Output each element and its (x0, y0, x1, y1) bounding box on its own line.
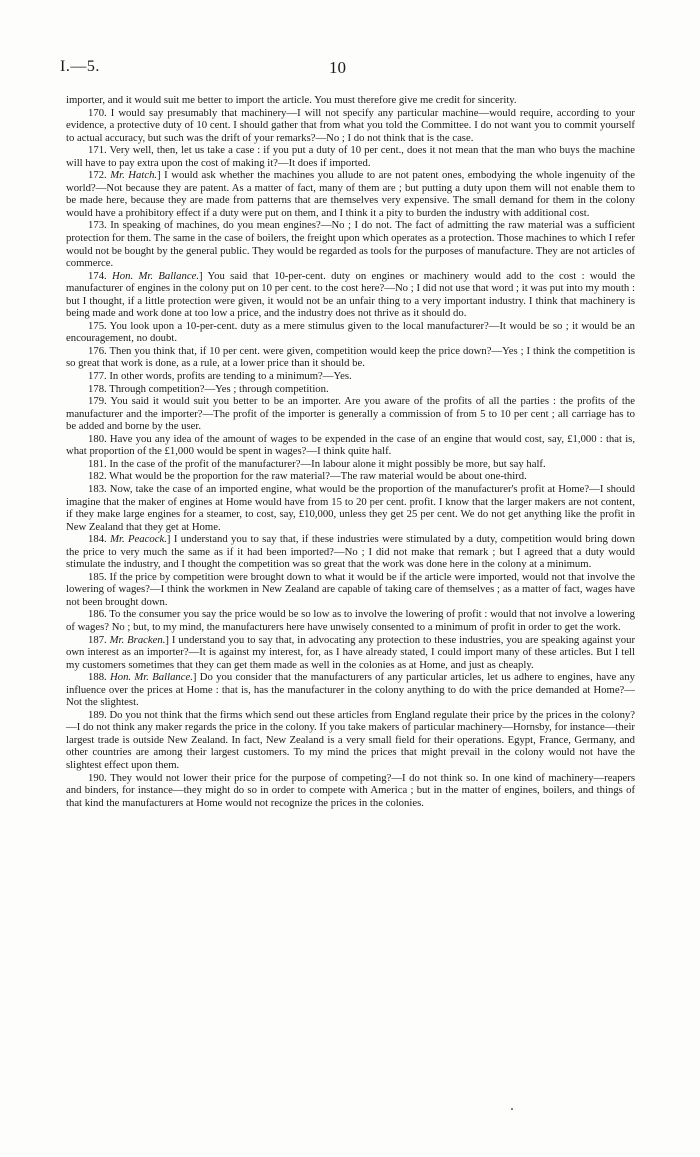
paragraph-text: ] Do you consider that the manufacturers of any particular articles, let us adhere to engines, have any influence over the prices at Home : that is, has the manufacturer in the colony anything to do with the price demanded at Home?—Not the slightest. (66, 671, 635, 709)
paragraph-text: 186. To the consumer you say the price would be so low as to involve the lowering of profit : would that not involve a lowering of wages? No ; but, to my mind, the manufacturers here have unwisely consented to a minimum of profit in order to get the work. (66, 608, 635, 633)
paragraph-text: 179. You said it would suit you better to be an importer. Are you aware of the profits of all the parties : the profits of the manufacturer and the importer?—The profit of the importer is generally a commission of from 5 to 10 per cent ; all carriage has to be added and borne by the user. (66, 395, 635, 433)
section-reference: I.—5. (60, 58, 100, 75)
paragraph (66, 483, 635, 533)
page-speck (511, 1108, 513, 1110)
paragraph (66, 144, 635, 169)
paragraph (66, 470, 635, 483)
paragraph (66, 169, 635, 219)
paragraph-text: 171. Very well, then, let us take a case : if you put a duty of 10 per cent., does it not mean that the man who buys the machine will have to pay extra upon the cost of making it?—It does if imported. (66, 144, 635, 169)
paragraph-text: 173. In speaking of machines, do you mean engines?—No ; I do not. The fact of admitting the raw material was a sufficient protection for them. The same in the case of boilers, the freight upon which operates as a protection. Those machines to which I refer would not be bought by the general public. They would be regarded as tools for the purposes of manufacture. They are not articles of commerce. (66, 219, 635, 270)
paragraph-text: importer, and it would suit me better to import the article. You must therefore give me credit for sincerity. (66, 94, 517, 106)
paragraph-text: 180. Have you any idea of the amount of wages to be expended in the case of an engine that would cost, say, £1,000 : that is, what proportion of the £1,000 would be spent in wages?—I think quite half. (66, 432, 635, 458)
paragraph-text: 182. What would be the proportion for the raw material?—The raw material would be about one-third. (88, 470, 527, 483)
paragraph-text: 188. (88, 671, 111, 684)
paragraph-text: 187. (88, 633, 110, 646)
paragraph-text: 176. Then you think that, if 10 per cent. were given, competition would keep the price down?—Yes ; I think the competition is so great that work is done, as a rule, at a lower price than it should be. (66, 344, 635, 370)
paragraph-text: 183. Now, take the case of an imported engine, what would be the proportion of the manufacturer's profit at Home?—I should imagine that the maker of engines at Home would have from 15 to 20 per cent. profit. I know that the larger makers are not content, if they make large engines for a steamer, to cost, say, £10,000, unless they get 25 per cent. We do not get anything like the profit in New Zealand that they get at Home. (66, 482, 635, 533)
paragraph-text: 177. In other words, profits are tending to a minimum?—Yes. (88, 370, 352, 383)
paragraph-text: 184. (88, 533, 111, 546)
speaker-name: Mr. Bracken. (109, 633, 166, 646)
paragraph (66, 671, 635, 709)
paragraph-text: ] I understand you to say that, in advocating any protection to these industries, you are speaking against your own interest as an importer?—It is against my interest, for, as I have already stated, I could import many of these articles. But I tell my customers sometimes that they can get them made as well in the colonies as at Home, and just as cheaply. (66, 633, 636, 671)
speaker-name: Hon. Mr. Ballance. (112, 269, 200, 282)
paragraph (66, 383, 635, 396)
page-number: 10 (329, 58, 346, 77)
paragraph-text: 185. If the price by competition were brought down to what it would be if the article were imported, would not that involve the lowering of wages?—I think the workmen in New Zealand are capable of taking care of themselves ; as a matter of fact, wages have not been brought down. (66, 570, 635, 608)
paragraph (66, 370, 635, 383)
paragraph-text: 190. They would not lower their price for the purpose of competing?—I do not think so. In one kind of machinery—reapers and binders, for instance—they might do so in order to compete with America ; but in the matter of engines, boilers, and things of that kind the manufacturers at Home would not recognize the prices in the colonies. (66, 771, 635, 809)
paragraph (66, 772, 635, 810)
paragraph (66, 107, 635, 145)
paragraph (66, 608, 635, 633)
paragraph (66, 270, 635, 320)
paragraph-text: ] I understand you to say that, if these industries were stimulated by a duty, competition would bring down the price to very much the same as if it had been imported?—No ; I did not make that remark ; but I agreed that a duty would stimulate the industry, and I thought the competition was so great that the work was done here in the colony at a minimum. (66, 533, 635, 571)
paragraph (66, 709, 635, 772)
paragraph (66, 219, 635, 269)
paragraph-text: 174. (88, 269, 113, 282)
paragraph (66, 94, 635, 107)
paragraph (66, 345, 635, 370)
paragraph (66, 395, 635, 433)
paragraph-text: 178. Through competition?—Yes ; through competition. (88, 382, 329, 395)
speaker-name: Hon. Mr. Ballance. (110, 671, 193, 684)
paragraph-text: 181. In the case of the profit of the manufacturer?—In labour alone it might possibly be more, but say half. (88, 457, 546, 470)
paragraph-text: ] I would ask whether the machines you allude to are not patent ones, embodying the whole ingenuity of the world?—Not because they are patent. As a matter of fact, many of them are ; but putting a duty upon them will not enable them to be made here, because they are made from patterns that are themselves very expensive. The small demand for them in the colony would have a prohibitory effect if a duty were put on them, and I think it a pity to burden the industry with additional cost. (66, 169, 635, 219)
paragraph (66, 458, 635, 471)
speaker-name: Mr. Peacock. (110, 533, 167, 546)
paragraph (66, 571, 635, 609)
speaker-name: Mr. Hatch. (110, 169, 158, 182)
document-body (66, 94, 635, 809)
paragraph (66, 433, 635, 458)
paragraph (66, 634, 635, 672)
paragraph-text: 172. (88, 169, 111, 182)
paragraph (66, 533, 635, 571)
paragraph-text: ] You said that 10-per-cent. duty on engines or machinery would add to the cost : would the manufacturer of engines in the colony put on 10 per cent. to the cost here?—No ; I did not use that word ; it was put into my mouth : but I thought, if a little protection were given, it would not be an unfair thing to a very important industry. I think that machinery is being made and work done at too low a price, and the industry does not thrive as it should do. (66, 269, 635, 320)
paragraph-text: 175. You look upon a 10-per-cent. duty as a mere stimulus given to the local manufacturer?—It would be so ; it would be an encouragement, no doubt. (66, 319, 635, 345)
paragraph (66, 320, 635, 345)
paragraph-text: 189. Do you not think that the firms which send out these articles from England regulate their price by the prices in the colony?—I do not think any maker regards the price in the colony. If you take makers of particular machinery—Hornsby, for instance—their largest trade is outside New Zealand. In fact, New Zealand is a very small field for their operations. Egypt, France, Germany, and other countries are among their largest customers. To my mind the prices that might prevail in the colony would not have the slightest effect upon them. (66, 708, 635, 771)
paragraph-text: 170. I would say presumably that machinery—I will not specify any particular machine—would require, according to your evidence, a protective duty of 10 cent. I should gather that from what you told the Committee. I do not want you to commit yourself to actual accuracy, but such was the drift of your remarks?—No ; I do not think that is the case. (66, 106, 635, 144)
